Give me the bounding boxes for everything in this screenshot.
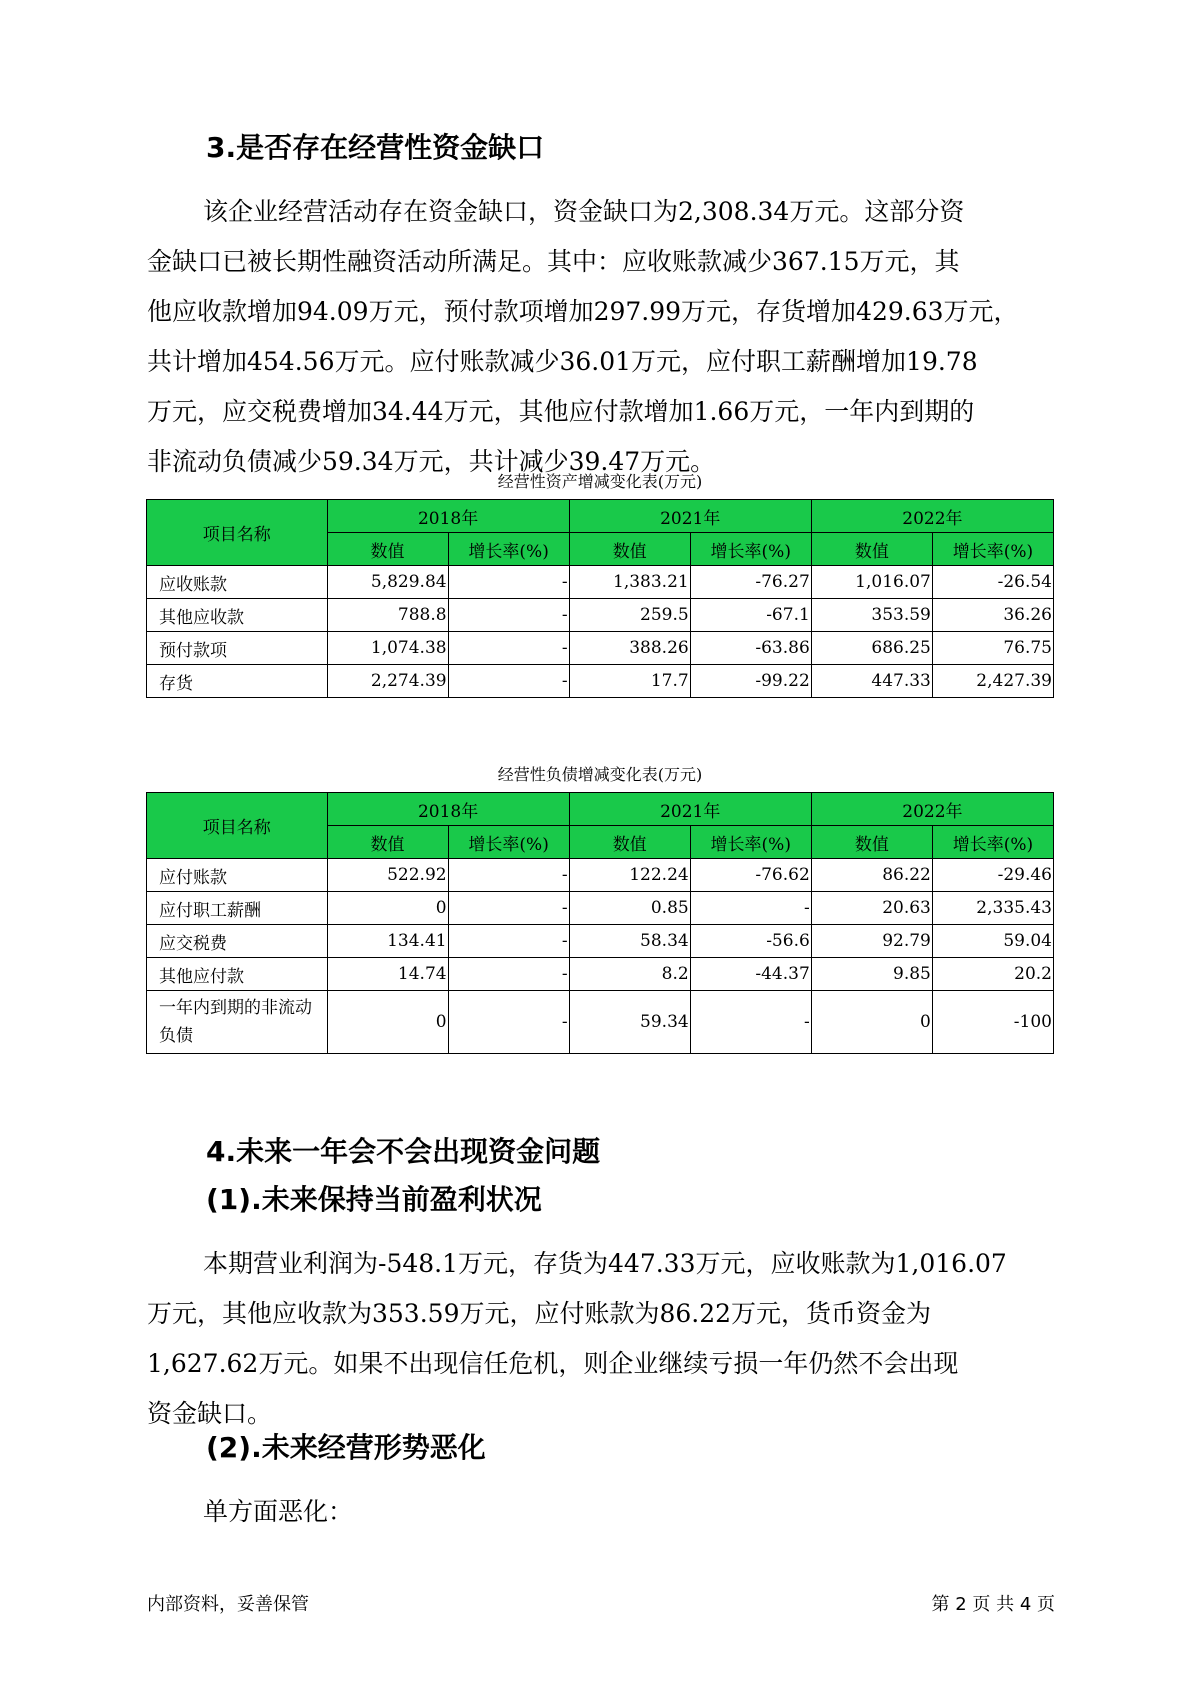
footer-note: 内部资料，妥善保管 <box>147 1594 309 1615</box>
cell-value: 20.63 <box>811 892 932 925</box>
row-name: 应付账款 <box>147 859 328 892</box>
row-name: 其他应收款 <box>147 599 328 632</box>
subsection-2-paragraph <box>147 1487 1067 1537</box>
cell-value: 14.74 <box>327 958 448 991</box>
cell-value: 0.85 <box>569 892 690 925</box>
liability-table-caption: 经营性负债增减变化表(万元) <box>497 765 703 784</box>
growth-header: 增长率(%) <box>932 533 1053 566</box>
cell-growth: -67.1 <box>690 599 811 632</box>
paragraph-line: 共计增加454.56万元。应付账款减少36.01万元，应付职工薪酬增加19.78 <box>147 347 978 376</box>
cell-growth: -29.46 <box>932 859 1053 892</box>
cell-growth: 59.04 <box>932 925 1053 958</box>
cell-value: 353.59 <box>811 599 932 632</box>
cell-value: 0 <box>811 991 932 1054</box>
cell-value: 134.41 <box>327 925 448 958</box>
cell-value: 5,829.84 <box>327 566 448 599</box>
asset-table-caption: 经营性资产增减变化表(万元) <box>497 472 703 491</box>
value-header: 数值 <box>811 826 932 859</box>
subsection-heading-2: (2).未来经营形势恶化 <box>206 1431 486 1464</box>
cell-value: 0 <box>327 991 448 1054</box>
cell-growth: -76.27 <box>690 566 811 599</box>
row-name: 应付职工薪酬 <box>147 892 328 925</box>
year-header: 2021年 <box>569 793 811 826</box>
year-header: 2022年 <box>811 500 1053 533</box>
cell-growth: -100 <box>932 991 1053 1054</box>
cell-growth: - <box>690 991 811 1054</box>
cell-value: 58.34 <box>569 925 690 958</box>
growth-header: 增长率(%) <box>690 826 811 859</box>
row-name: 预付款项 <box>147 632 328 665</box>
cell-growth: -99.22 <box>690 665 811 698</box>
cell-growth: 76.75 <box>932 632 1053 665</box>
cell-growth: -26.54 <box>932 566 1053 599</box>
growth-header: 增长率(%) <box>448 826 569 859</box>
table-row <box>147 632 1054 665</box>
cell-growth: -44.37 <box>690 958 811 991</box>
paragraph-line: 万元，其他应收款为353.59万元，应付账款为86.22万元，货币资金为 <box>147 1299 932 1328</box>
row-name: 应收账款 <box>147 566 328 599</box>
cell-value: 686.25 <box>811 632 932 665</box>
cell-growth: - <box>690 892 811 925</box>
growth-header: 增长率(%) <box>932 826 1053 859</box>
cell-growth: 2,335.43 <box>932 892 1053 925</box>
value-header: 数值 <box>811 533 932 566</box>
cell-value: 2,274.39 <box>327 665 448 698</box>
paragraph-line: 万元，应交税费增加34.44万元，其他应付款增加1.66万元，一年内到期的 <box>147 397 975 426</box>
cell-value: 86.22 <box>811 859 932 892</box>
cell-growth: - <box>448 566 569 599</box>
table-row <box>147 925 1054 958</box>
table-row <box>147 958 1054 991</box>
paragraph-line: 资金缺口。 <box>147 1399 273 1428</box>
cell-value: 9.85 <box>811 958 932 991</box>
table-row <box>147 665 1054 698</box>
cell-value: 59.34 <box>569 991 690 1054</box>
cell-growth: - <box>448 632 569 665</box>
section-3-paragraph <box>147 187 1067 487</box>
table-row <box>147 892 1054 925</box>
item-name-header: 项目名称 <box>147 793 328 859</box>
paragraph-line: 单方面恶化： <box>203 1497 354 1526</box>
cell-growth: - <box>448 859 569 892</box>
section-heading-3: 3.是否存在经营性资金缺口 <box>206 131 545 164</box>
value-header: 数值 <box>327 826 448 859</box>
paragraph-line: 本期营业利润为-548.1万元，存货为447.33万元，应收账款为1,016.07 <box>203 1249 1007 1278</box>
cell-value: 1,383.21 <box>569 566 690 599</box>
subsection-1-paragraph <box>147 1239 1067 1439</box>
cell-growth: -76.62 <box>690 859 811 892</box>
row-name: 存货 <box>147 665 328 698</box>
cell-value: 1,016.07 <box>811 566 932 599</box>
cell-value: 1,074.38 <box>327 632 448 665</box>
cell-value: 0 <box>327 892 448 925</box>
cell-value: 122.24 <box>569 859 690 892</box>
table-header-row <box>147 793 1054 826</box>
cell-growth: -63.86 <box>690 632 811 665</box>
value-header: 数值 <box>327 533 448 566</box>
cell-growth: 2,427.39 <box>932 665 1053 698</box>
cell-growth: 20.2 <box>932 958 1053 991</box>
value-header: 数值 <box>569 533 690 566</box>
item-name-header: 项目名称 <box>147 500 328 566</box>
cell-growth: - <box>448 958 569 991</box>
cell-value: 788.8 <box>327 599 448 632</box>
paragraph-line: 金缺口已被长期性融资活动所满足。其中：应收账款减少367.15万元，其 <box>147 247 960 276</box>
cell-growth: - <box>448 991 569 1054</box>
table-row <box>147 991 1054 1054</box>
table-row <box>147 599 1054 632</box>
liability-change-table <box>146 792 1054 1054</box>
cell-growth: - <box>448 925 569 958</box>
cell-growth: 36.26 <box>932 599 1053 632</box>
cell-value: 17.7 <box>569 665 690 698</box>
asset-change-table <box>146 499 1054 698</box>
table-row <box>147 859 1054 892</box>
paragraph-line: 1,627.62万元。如果不出现信任危机，则企业继续亏损一年仍然不会出现 <box>147 1349 959 1378</box>
year-header: 2021年 <box>569 500 811 533</box>
table-header-row <box>147 500 1054 533</box>
year-header: 2018年 <box>327 500 569 533</box>
row-name: 其他应付款 <box>147 958 328 991</box>
year-header: 2018年 <box>327 793 569 826</box>
cell-value: 92.79 <box>811 925 932 958</box>
paragraph-line: 非流动负债减少59.34万元，共计减少39.47万元。 <box>147 447 716 476</box>
table-row <box>147 566 1054 599</box>
value-header: 数值 <box>569 826 690 859</box>
cell-growth: - <box>448 665 569 698</box>
cell-value: 259.5 <box>569 599 690 632</box>
paragraph-line: 他应收款增加94.09万元，预付款项增加297.99万元，存货增加429.63万元， <box>147 297 1019 326</box>
section-heading-4: 4.未来一年会不会出现资金问题 <box>206 1135 601 1168</box>
row-name: 应交税费 <box>147 925 328 958</box>
cell-value: 522.92 <box>327 859 448 892</box>
growth-header: 增长率(%) <box>690 533 811 566</box>
cell-value: 388.26 <box>569 632 690 665</box>
row-name: 一年内到期的非流动负债 <box>147 991 328 1054</box>
cell-growth: -56.6 <box>690 925 811 958</box>
cell-value: 8.2 <box>569 958 690 991</box>
paragraph-line: 该企业经营活动存在资金缺口，资金缺口为2,308.34万元。这部分资 <box>203 197 965 226</box>
cell-value: 447.33 <box>811 665 932 698</box>
cell-growth: - <box>448 599 569 632</box>
page-number: 第 2 页 共 4 页 <box>931 1594 1055 1615</box>
year-header: 2022年 <box>811 793 1053 826</box>
growth-header: 增长率(%) <box>448 533 569 566</box>
cell-growth: - <box>448 892 569 925</box>
subsection-heading-1: (1).未来保持当前盈利状况 <box>206 1183 542 1216</box>
